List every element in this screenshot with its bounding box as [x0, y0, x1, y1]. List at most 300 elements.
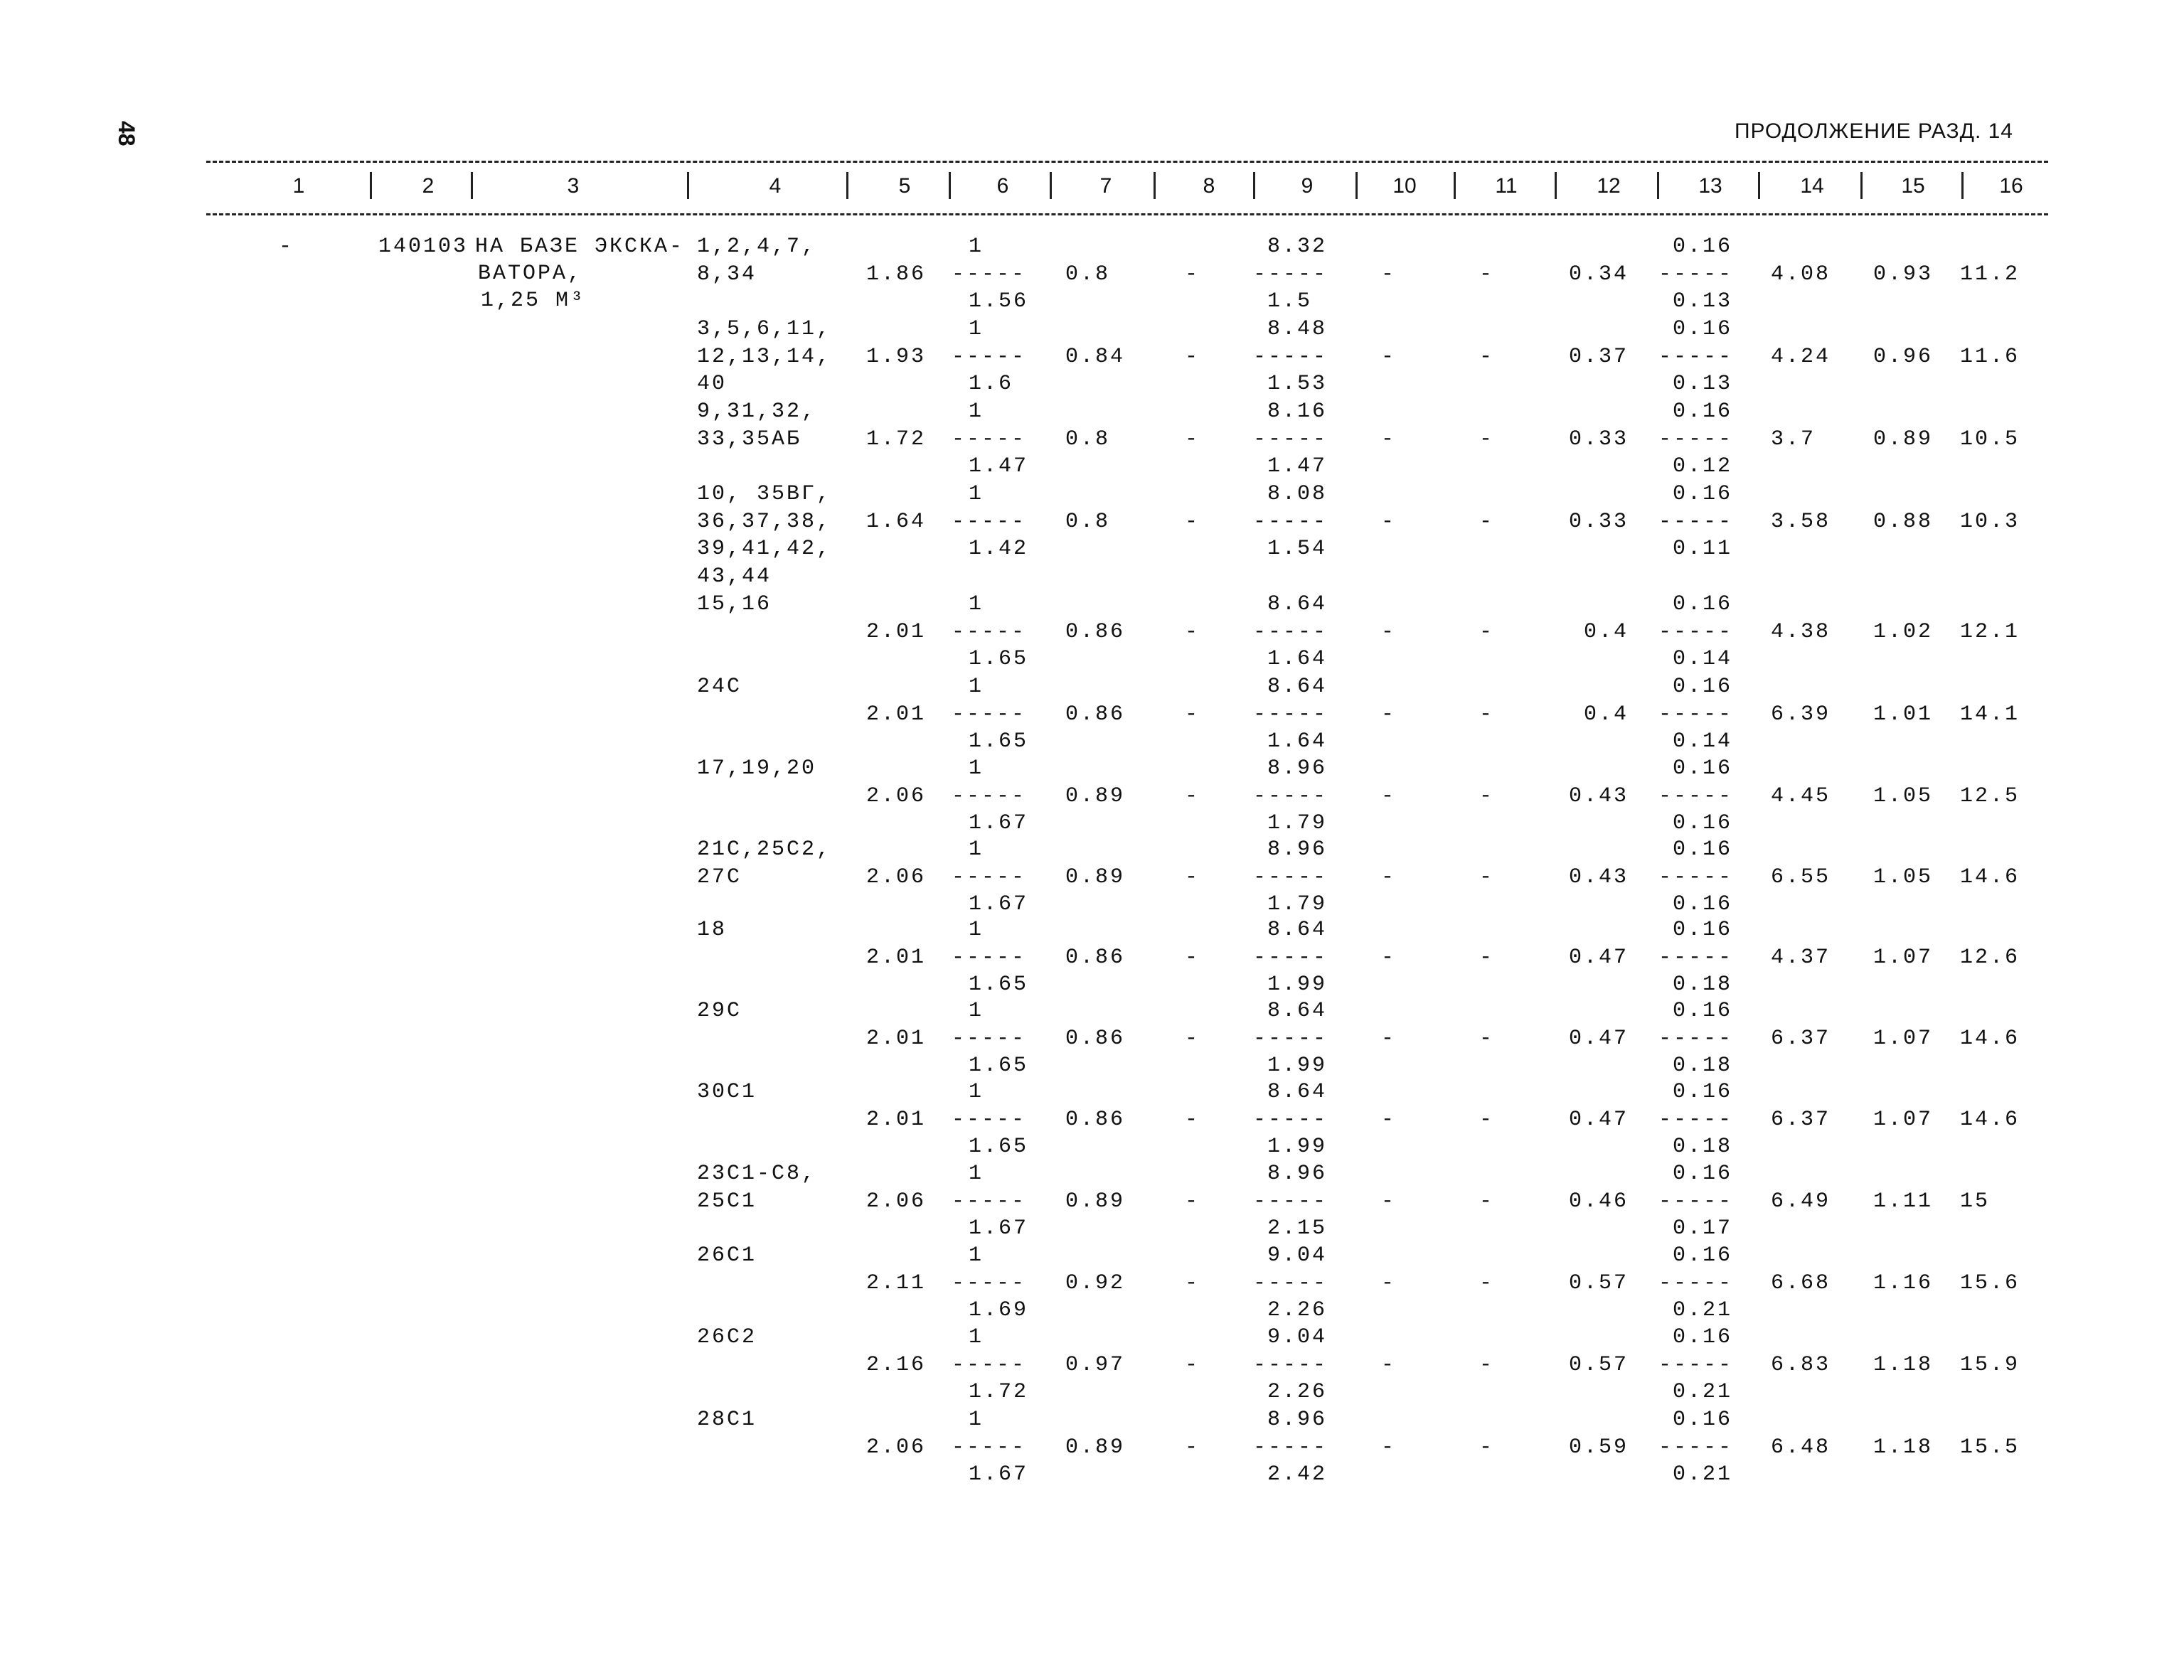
col9-denominator: 2.15 [1267, 1216, 1328, 1241]
col4-item: 33,35АБ [697, 427, 802, 451]
col7-value: 0.92 [1065, 1270, 1126, 1295]
col16-value: 15.5 [1960, 1435, 2020, 1460]
col6-denominator: 1.65 [969, 973, 1029, 997]
col13-fraction-bar: ----- [1658, 262, 1734, 287]
col9-numerator: 8.32 [1267, 235, 1328, 259]
col13-numerator: 0.16 [1673, 1325, 1733, 1349]
header-rule [206, 213, 2048, 215]
col13-denominator: 0.18 [1673, 1054, 1733, 1078]
col12-value: 0.57 [1568, 1352, 1629, 1377]
column-separator [1657, 172, 1659, 199]
col10-dash: - [1381, 1107, 1397, 1132]
col14-value: 6.83 [1771, 1352, 1831, 1377]
col9-denominator: 1.54 [1267, 537, 1328, 561]
col9-fraction-bar: ----- [1253, 1026, 1328, 1051]
column-separator [687, 172, 689, 199]
col4-item: 23С1-С8, [697, 1162, 817, 1186]
col14-value: 4.45 [1771, 783, 1831, 808]
col6-fraction-bar: ----- [952, 1189, 1027, 1214]
col13-denominator: 0.18 [1673, 1135, 1733, 1159]
col6-denominator: 1.69 [969, 1298, 1029, 1322]
col9-fraction-bar: ----- [1253, 1107, 1328, 1132]
col6-fraction-bar: ----- [952, 344, 1027, 369]
col11-dash: - [1479, 1107, 1495, 1132]
col6-fraction-bar: ----- [952, 1352, 1027, 1377]
col7-value: 0.89 [1065, 1435, 1126, 1460]
col16-value: 11.6 [1960, 344, 2020, 369]
col4-item: 28С1 [697, 1408, 757, 1432]
col13-fraction-bar: ----- [1658, 509, 1734, 534]
col6-fraction-bar: ----- [952, 865, 1027, 889]
col13-numerator: 0.16 [1673, 838, 1733, 862]
col7-value: 0.86 [1065, 619, 1126, 644]
col13-fraction-bar: ----- [1658, 427, 1734, 451]
col14-value: 6.49 [1771, 1189, 1831, 1214]
column-header-15: 15 [1901, 174, 1925, 198]
col11-dash: - [1479, 945, 1495, 970]
col9-numerator: 8.08 [1267, 482, 1328, 506]
col7-value: 0.89 [1065, 865, 1126, 889]
col4-item: 12,13,14, [697, 344, 832, 369]
column-header-13: 13 [1698, 174, 1722, 198]
col6-numerator: 1 [969, 1408, 984, 1432]
col14-value: 4.24 [1771, 344, 1831, 369]
col13-numerator: 0.16 [1673, 400, 1733, 424]
col6-fraction-bar: ----- [952, 427, 1027, 451]
col13-numerator: 0.16 [1673, 1408, 1733, 1432]
column-header-14: 14 [1800, 174, 1824, 198]
col4-item: 26С2 [697, 1325, 757, 1349]
col11-dash: - [1479, 427, 1495, 451]
col5-value: 2.06 [865, 1435, 926, 1460]
col5-value: 2.01 [865, 1107, 926, 1132]
col11-dash: - [1479, 1189, 1495, 1214]
col10-dash: - [1381, 509, 1397, 534]
col11-dash: - [1479, 262, 1495, 287]
col6-denominator: 1.65 [969, 729, 1029, 754]
col7-value: 0.97 [1065, 1352, 1126, 1377]
col6-numerator: 1 [969, 918, 984, 942]
col12-value: 0.47 [1568, 1107, 1629, 1132]
col13-fraction-bar: ----- [1658, 1270, 1734, 1295]
col15-value: 1.07 [1873, 945, 1934, 970]
col7-value: 0.86 [1065, 945, 1126, 970]
col7-value: 0.8 [1065, 262, 1111, 287]
col16-value: 12.1 [1960, 619, 2020, 644]
col9-fraction-bar: ----- [1253, 427, 1328, 451]
col12-value: 0.33 [1568, 427, 1629, 451]
col6-denominator: 1.47 [969, 454, 1029, 478]
col13-fraction-bar: ----- [1658, 1352, 1734, 1377]
col10-dash: - [1381, 865, 1397, 889]
col9-denominator: 1.5 [1267, 289, 1313, 314]
col13-denominator: 0.16 [1673, 811, 1733, 835]
col5-value: 2.01 [865, 945, 926, 970]
section-heading: ПРОДОЛЖЕНИЕ РАЗД. 14 [1734, 119, 2013, 143]
col14-value: 6.48 [1771, 1435, 1831, 1460]
col8-dash: - [1185, 945, 1200, 970]
col4-item: 21С,25С2, [697, 838, 832, 862]
col12-value: 0.46 [1568, 1189, 1629, 1214]
col4-item: 17,19,20 [697, 756, 817, 781]
column-header-5: 5 [898, 174, 911, 198]
col7-value: 0.86 [1065, 702, 1126, 727]
col13-denominator: 0.11 [1673, 537, 1733, 561]
col9-numerator: 8.96 [1267, 838, 1328, 862]
col4-item: 40 [697, 372, 728, 396]
col13-denominator: 0.14 [1673, 647, 1733, 671]
col15-value: 1.18 [1873, 1352, 1934, 1377]
col6-numerator: 1 [969, 1080, 984, 1104]
col13-fraction-bar: ----- [1658, 1435, 1734, 1460]
col6-denominator: 1.56 [969, 289, 1029, 314]
col8-dash: - [1185, 1435, 1200, 1460]
top-rule [206, 161, 2048, 163]
col8-dash: - [1185, 1352, 1200, 1377]
col9-fraction-bar: ----- [1253, 509, 1328, 534]
col5-value: 2.06 [865, 783, 926, 808]
col9-fraction-bar: ----- [1253, 1189, 1328, 1214]
col4-item: 26С1 [697, 1243, 757, 1268]
col6-fraction-bar: ----- [952, 1270, 1027, 1295]
col4-item: 3,5,6,11, [697, 317, 832, 341]
col15-value: 0.93 [1873, 262, 1934, 287]
col13-fraction-bar: ----- [1658, 344, 1734, 369]
col6-denominator: 1.67 [969, 811, 1029, 835]
col12-value: 0.47 [1568, 1026, 1629, 1051]
col13-numerator: 0.16 [1673, 756, 1733, 781]
col8-dash: - [1185, 509, 1200, 534]
col10-dash: - [1381, 262, 1397, 287]
col6-fraction-bar: ----- [952, 262, 1027, 287]
col10-dash: - [1381, 1435, 1397, 1460]
col12-value: 0.43 [1568, 783, 1629, 808]
column-separator [1253, 172, 1255, 199]
col4-item: 24С [697, 675, 742, 699]
col10-dash: - [1381, 1189, 1397, 1214]
col9-numerator: 8.48 [1267, 317, 1328, 341]
column-header-2: 2 [422, 174, 435, 198]
col14-value: 6.39 [1771, 702, 1831, 727]
col5-value: 1.86 [865, 262, 926, 287]
column-header-4: 4 [769, 174, 782, 198]
col4-item: 18 [697, 918, 728, 942]
col6-numerator: 1 [969, 317, 984, 341]
col9-fraction-bar: ----- [1253, 865, 1328, 889]
col6-denominator: 1.65 [969, 1135, 1029, 1159]
col8-dash: - [1185, 1107, 1200, 1132]
col6-numerator: 1 [969, 675, 984, 699]
col11-dash: - [1479, 619, 1495, 644]
column-separator [949, 172, 951, 199]
column-separator [1050, 172, 1052, 199]
col11-dash: - [1479, 1435, 1495, 1460]
column-separator [1154, 172, 1156, 199]
col9-numerator: 9.04 [1267, 1325, 1328, 1349]
col15-value: 1.01 [1873, 702, 1934, 727]
col13-denominator: 0.16 [1673, 892, 1733, 916]
col13-numerator: 0.16 [1673, 999, 1733, 1023]
column-separator [846, 172, 848, 199]
col4-item: 30С1 [697, 1080, 757, 1104]
col6-fraction-bar: ----- [952, 945, 1027, 970]
col13-fraction-bar: ----- [1658, 783, 1734, 808]
col5-value: 2.06 [865, 865, 926, 889]
col6-numerator: 1 [969, 592, 984, 616]
col11-dash: - [1479, 509, 1495, 534]
col13-numerator: 0.16 [1673, 1243, 1733, 1268]
col6-numerator: 1 [969, 1162, 984, 1186]
col5-value: 1.72 [865, 427, 926, 451]
col6-denominator: 1.67 [969, 1216, 1029, 1241]
column-separator [1555, 172, 1557, 199]
col12-value: 0.4 [1583, 619, 1629, 644]
column-separator [1758, 172, 1760, 199]
col13-numerator: 0.16 [1673, 918, 1733, 942]
col2-code: 140103 [378, 235, 469, 259]
col14-value: 6.68 [1771, 1270, 1831, 1295]
col9-denominator: 2.26 [1267, 1380, 1328, 1404]
col6-denominator: 1.65 [969, 1054, 1029, 1078]
col4-item: 36,37,38, [697, 509, 832, 534]
col4-item: 15,16 [697, 592, 772, 616]
col9-fraction-bar: ----- [1253, 262, 1328, 287]
col3-line: ВАТОРА, [478, 262, 583, 286]
col8-dash: - [1185, 427, 1200, 451]
column-separator [1355, 172, 1358, 199]
col10-dash: - [1381, 1352, 1397, 1377]
col4-item: 39,41,42, [697, 537, 832, 561]
col6-numerator: 1 [969, 235, 984, 259]
col6-denominator: 1.42 [969, 537, 1029, 561]
col11-dash: - [1479, 783, 1495, 808]
col9-numerator: 8.64 [1267, 999, 1328, 1023]
col9-numerator: 8.64 [1267, 918, 1328, 942]
col10-dash: - [1381, 427, 1397, 451]
col3-line: 1,25 М³ [481, 289, 586, 313]
col11-dash: - [1479, 702, 1495, 727]
col16-value: 14.6 [1960, 1026, 2020, 1051]
col9-denominator: 2.42 [1267, 1462, 1328, 1487]
col9-denominator: 1.99 [1267, 973, 1328, 997]
col6-denominator: 1.67 [969, 1462, 1029, 1487]
col9-numerator: 8.96 [1267, 1408, 1328, 1432]
col5-value: 1.64 [865, 509, 926, 534]
col9-fraction-bar: ----- [1253, 619, 1328, 644]
col9-denominator: 1.64 [1267, 729, 1328, 754]
col13-denominator: 0.18 [1673, 973, 1733, 997]
col15-value: 0.89 [1873, 427, 1934, 451]
col9-denominator: 1.64 [1267, 647, 1328, 671]
col11-dash: - [1479, 344, 1495, 369]
col4-item: 27С [697, 865, 742, 889]
col5-value: 2.01 [865, 1026, 926, 1051]
col13-denominator: 0.12 [1673, 454, 1733, 478]
col4-item: 43,44 [697, 564, 772, 589]
col8-dash: - [1185, 783, 1200, 808]
col13-numerator: 0.16 [1673, 1080, 1733, 1104]
col15-value: 0.96 [1873, 344, 1934, 369]
col8-dash: - [1185, 1026, 1200, 1051]
col6-numerator: 1 [969, 400, 984, 424]
col13-fraction-bar: ----- [1658, 1107, 1734, 1132]
col10-dash: - [1381, 344, 1397, 369]
col13-denominator: 0.13 [1673, 289, 1733, 314]
col4-item: 10, 35ВГ, [697, 482, 832, 506]
col13-denominator: 0.21 [1673, 1380, 1733, 1404]
col13-numerator: 0.16 [1673, 317, 1733, 341]
col8-dash: - [1185, 619, 1200, 644]
col7-value: 0.86 [1065, 1107, 1126, 1132]
page-number: 48 [114, 121, 139, 146]
col13-denominator: 0.17 [1673, 1216, 1733, 1241]
col9-denominator: 1.47 [1267, 454, 1328, 478]
col6-denominator: 1.67 [969, 892, 1029, 916]
col9-fraction-bar: ----- [1253, 1352, 1328, 1377]
col9-numerator: 9.04 [1267, 1243, 1328, 1268]
col5-value: 2.11 [865, 1270, 926, 1295]
col9-denominator: 1.99 [1267, 1054, 1328, 1078]
col9-fraction-bar: ----- [1253, 344, 1328, 369]
column-separator [1961, 172, 1964, 199]
col9-numerator: 8.64 [1267, 1080, 1328, 1104]
col14-value: 3.58 [1771, 509, 1831, 534]
col16-value: 11.2 [1960, 262, 2020, 287]
col9-numerator: 8.16 [1267, 400, 1328, 424]
col6-fraction-bar: ----- [952, 1107, 1027, 1132]
col1-dash: - [279, 235, 294, 259]
col8-dash: - [1185, 344, 1200, 369]
col6-numerator: 1 [969, 838, 984, 862]
col11-dash: - [1479, 1352, 1495, 1377]
col10-dash: - [1381, 1270, 1397, 1295]
col15-value: 1.05 [1873, 783, 1934, 808]
col16-value: 14.6 [1960, 1107, 2020, 1132]
col15-value: 1.07 [1873, 1107, 1934, 1132]
col13-numerator: 0.16 [1673, 482, 1733, 506]
col13-denominator: 0.21 [1673, 1298, 1733, 1322]
col6-numerator: 1 [969, 999, 984, 1023]
col6-fraction-bar: ----- [952, 702, 1027, 727]
column-header-3: 3 [567, 174, 580, 198]
column-header-10: 10 [1392, 174, 1417, 198]
col9-numerator: 8.96 [1267, 1162, 1328, 1186]
col14-value: 6.55 [1771, 865, 1831, 889]
col9-denominator: 1.53 [1267, 372, 1328, 396]
column-separator [1454, 172, 1456, 199]
col12-value: 0.33 [1568, 509, 1629, 534]
column-header-11: 11 [1495, 174, 1518, 198]
col9-denominator: 1.79 [1267, 811, 1328, 835]
col7-value: 0.89 [1065, 783, 1126, 808]
col6-numerator: 1 [969, 482, 984, 506]
col9-fraction-bar: ----- [1253, 783, 1328, 808]
col9-denominator: 1.79 [1267, 892, 1328, 916]
col15-value: 0.88 [1873, 509, 1934, 534]
col13-fraction-bar: ----- [1658, 1189, 1734, 1214]
col13-fraction-bar: ----- [1658, 1026, 1734, 1051]
col8-dash: - [1185, 262, 1200, 287]
col10-dash: - [1381, 1026, 1397, 1051]
column-separator [370, 172, 372, 199]
col11-dash: - [1479, 865, 1495, 889]
col6-fraction-bar: ----- [952, 619, 1027, 644]
col9-denominator: 2.26 [1267, 1298, 1328, 1322]
col9-numerator: 8.96 [1267, 756, 1328, 781]
col9-fraction-bar: ----- [1253, 945, 1328, 970]
col8-dash: - [1185, 1270, 1200, 1295]
col9-fraction-bar: ----- [1253, 702, 1328, 727]
col15-value: 1.05 [1873, 865, 1934, 889]
col5-value: 2.01 [865, 702, 926, 727]
col13-numerator: 0.16 [1673, 1162, 1733, 1186]
column-header-7: 7 [1099, 174, 1112, 198]
col10-dash: - [1381, 945, 1397, 970]
col5-value: 2.01 [865, 619, 926, 644]
col10-dash: - [1381, 702, 1397, 727]
col13-denominator: 0.21 [1673, 1462, 1733, 1487]
col14-value: 6.37 [1771, 1026, 1831, 1051]
col16-value: 14.1 [1960, 702, 2020, 727]
col13-fraction-bar: ----- [1658, 702, 1734, 727]
col16-value: 15.6 [1960, 1270, 2020, 1295]
col7-value: 0.8 [1065, 509, 1111, 534]
column-header-8: 8 [1203, 174, 1215, 198]
column-header-row [0, 174, 2184, 203]
col13-fraction-bar: ----- [1658, 945, 1734, 970]
col12-value: 0.34 [1568, 262, 1629, 287]
col13-fraction-bar: ----- [1658, 865, 1734, 889]
col16-value: 10.5 [1960, 427, 2020, 451]
col15-value: 1.16 [1873, 1270, 1934, 1295]
col9-fraction-bar: ----- [1253, 1270, 1328, 1295]
col6-denominator: 1.6 [969, 372, 1014, 396]
column-header-12: 12 [1597, 174, 1621, 198]
col4-item: 9,31,32, [697, 400, 817, 424]
column-header-9: 9 [1301, 174, 1314, 198]
col14-value: 4.08 [1771, 262, 1831, 287]
column-header-1: 1 [292, 174, 305, 198]
col14-value: 3.7 [1771, 427, 1816, 451]
col7-value: 0.84 [1065, 344, 1126, 369]
col16-value: 14.6 [1960, 865, 2020, 889]
col14-value: 6.37 [1771, 1107, 1831, 1132]
col12-value: 0.43 [1568, 865, 1629, 889]
col8-dash: - [1185, 865, 1200, 889]
col4-item: 25С1 [697, 1189, 757, 1214]
col6-fraction-bar: ----- [952, 1435, 1027, 1460]
col6-denominator: 1.72 [969, 1380, 1029, 1404]
col3-line: НА БАЗЕ ЭКСКА- [475, 235, 685, 259]
col11-dash: - [1479, 1026, 1495, 1051]
col13-numerator: 0.16 [1673, 675, 1733, 699]
col6-numerator: 1 [969, 1325, 984, 1349]
col7-value: 0.89 [1065, 1189, 1126, 1214]
col5-value: 2.06 [865, 1189, 926, 1214]
col16-value: 15 [1960, 1189, 1991, 1214]
col15-value: 1.02 [1873, 619, 1934, 644]
col14-value: 4.38 [1771, 619, 1831, 644]
col6-numerator: 1 [969, 756, 984, 781]
col10-dash: - [1381, 783, 1397, 808]
col6-numerator: 1 [969, 1243, 984, 1268]
col7-value: 0.86 [1065, 1026, 1126, 1051]
col6-fraction-bar: ----- [952, 509, 1027, 534]
column-header-16: 16 [1999, 174, 2023, 198]
col5-value: 1.93 [865, 344, 926, 369]
col12-value: 0.57 [1568, 1270, 1629, 1295]
col13-numerator: 0.16 [1673, 235, 1733, 259]
